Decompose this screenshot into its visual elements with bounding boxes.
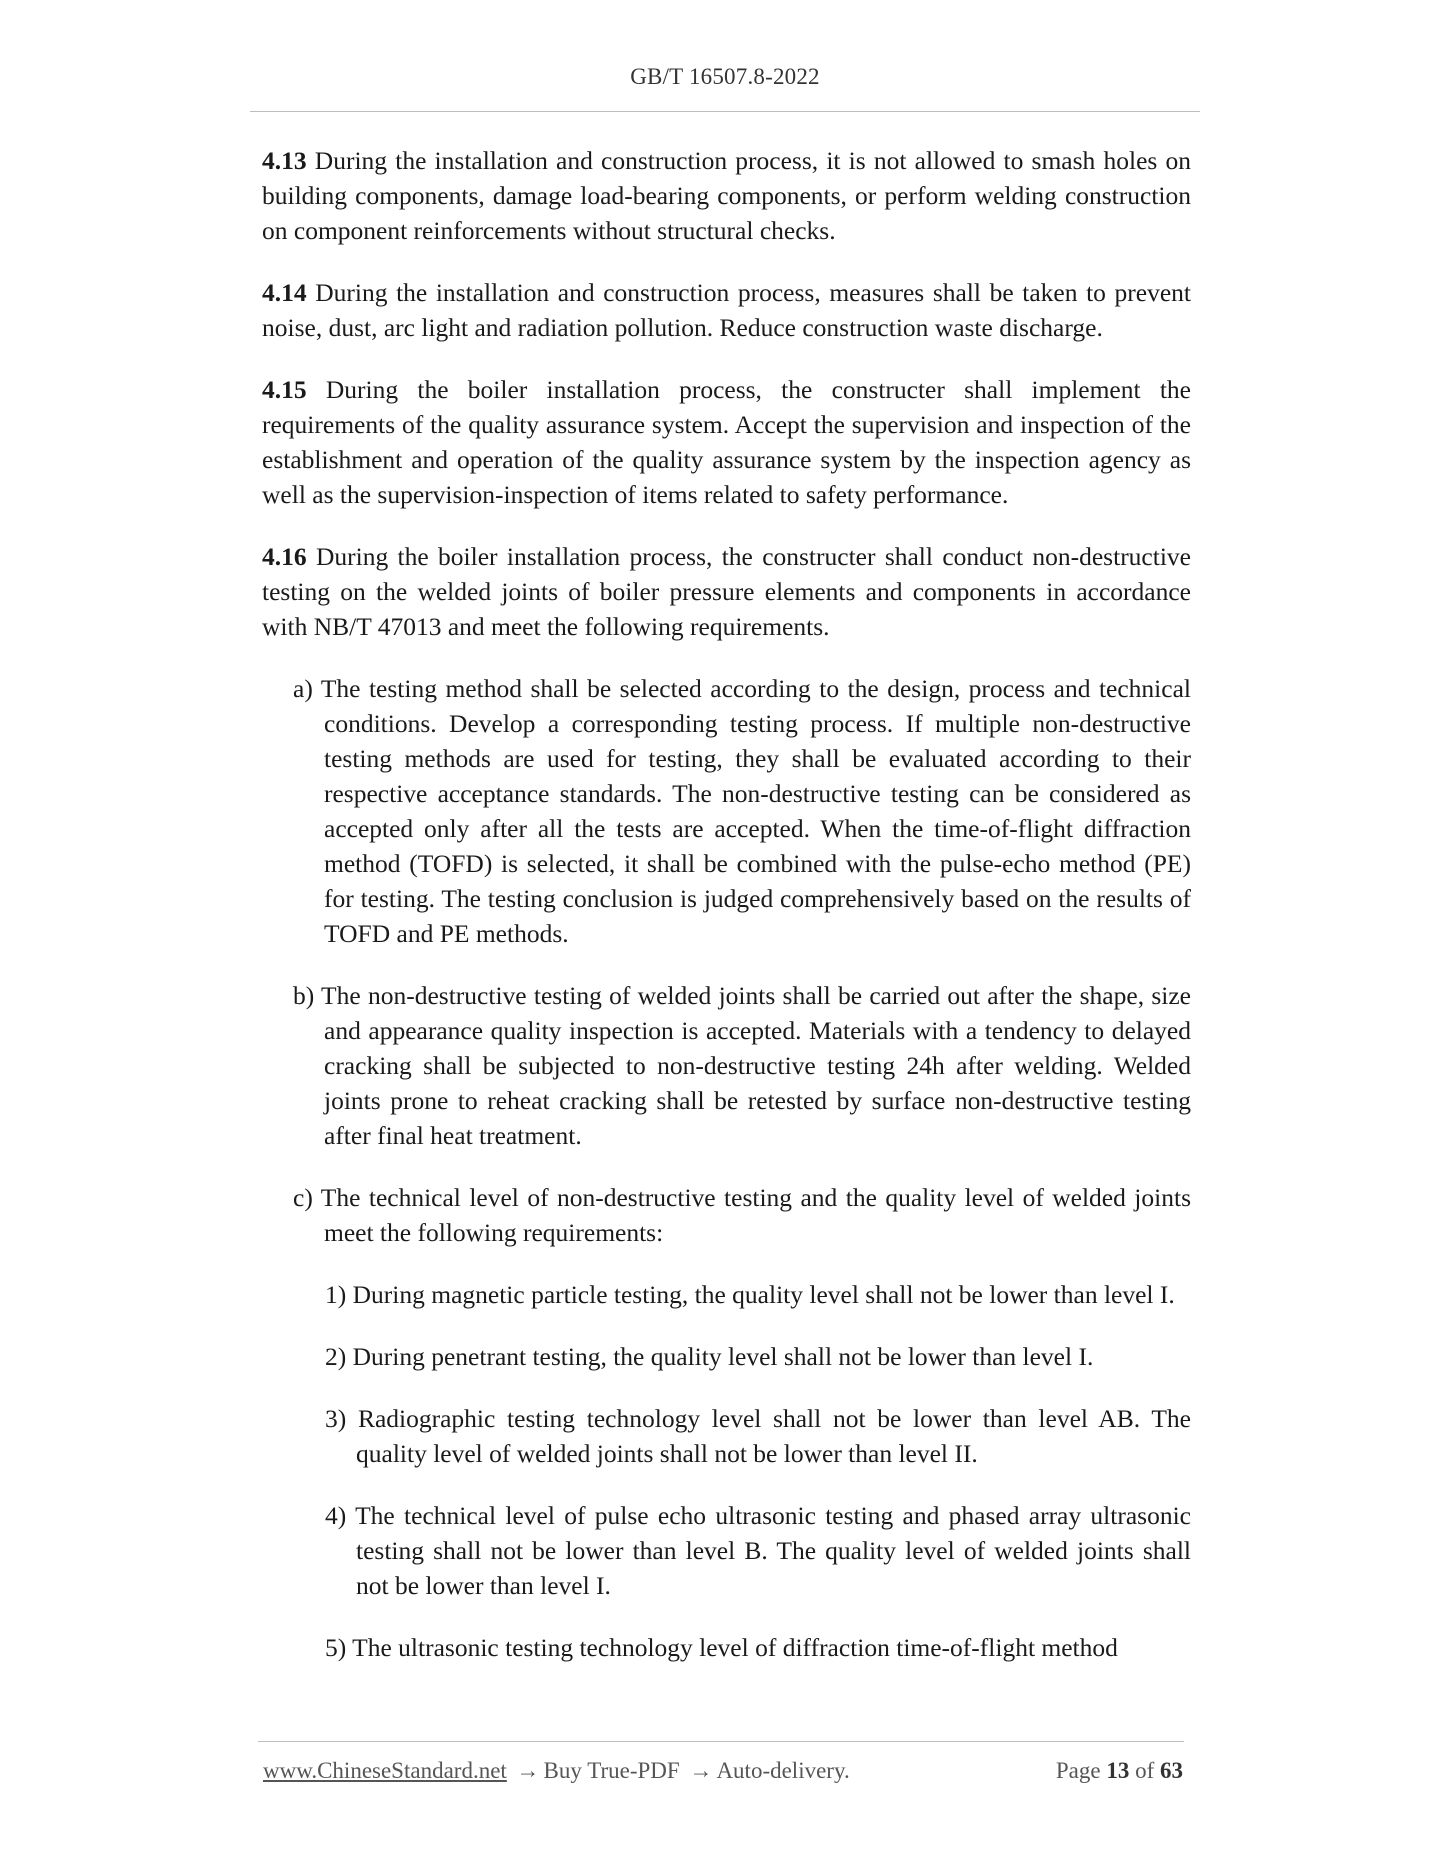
footer-divider xyxy=(258,1741,1184,1742)
page-indicator xyxy=(1056,1758,1183,1784)
clause-number: 4.14 xyxy=(262,278,307,307)
sub-item-4: 4) The technical level of pulse echo ultrasonic testing and phased array ultrasonic testing shall not be lower than level B. The quality level of welded joints shall not be lower than level I. xyxy=(325,1501,1191,1600)
clause-number: 4.16 xyxy=(262,542,307,571)
standard-code: GB/T 16507.8-2022 xyxy=(630,64,820,89)
clause-4-15 xyxy=(262,372,1191,512)
clause-number: 4.13 xyxy=(262,146,307,175)
arrow-right-icon: → xyxy=(516,1758,540,1783)
page-footer xyxy=(263,1758,1183,1784)
clause-text: During the boiler installation process, the constructer shall implement the requirements of the quality assurance system. Accept the supervision and inspection of the establishment and operation of the quality assurance system by the inspection agency as well as the supervision-inspection of items related to safety performance. xyxy=(262,375,1191,509)
list-item-b: b) The non-destructive testing of welded joints shall be carried out after the shape, size and appearance quality inspection is accepted. Materials with a tendency to delayed cracking shall be subjected to non-destructive testing 24h after welding. Welded joints prone to reheat cracking shall be retested by surface non-destructive testing after final heat treatment. xyxy=(293,981,1191,1150)
clause-number: 4.15 xyxy=(262,375,307,404)
clause-text: During the boiler installation process, the constructer shall conduct non-destructive testing on the welded joints of boiler pressure elements and components in accordance with NB/T 47013 and meet the following requirements. xyxy=(262,542,1191,641)
clause-4-14 xyxy=(262,275,1191,345)
header-divider xyxy=(250,111,1200,112)
clause-text: During the installation and construction process, measures shall be taken to prevent noise, dust, arc light and radiation pollution. Reduce construction waste discharge. xyxy=(262,278,1191,342)
page-of: of xyxy=(1135,1758,1155,1783)
clause-4-16 xyxy=(262,539,1191,644)
arrow-right-icon: → xyxy=(689,1758,713,1783)
sub-item-5: 5) The ultrasonic testing technology level of diffraction time-of-flight method xyxy=(325,1633,1118,1662)
document-body xyxy=(262,143,1191,1692)
sub-item-1: 1) During magnetic particle testing, the quality level shall not be lower than level I. xyxy=(325,1280,1175,1309)
page-label: Page xyxy=(1055,1758,1101,1783)
clause-4-13 xyxy=(262,143,1191,248)
list-item-a: a) The testing method shall be selected according to the design, process and technical conditions. Develop a corresponding testing process. If multiple non-destructive testing methods are used for testing, they shall be evaluated according to their respective acceptance standards. The non-destructive testing can be considered as accepted only after all the tests are accepted. When the time-of-flight diffraction method (TOFD) is selected, it shall be combined with the pulse-echo method (PE) for testing. The testing conclusion is judged comprehensively based on the results of TOFD and PE methods. xyxy=(293,674,1191,948)
site-link[interactable]: www.ChineseStandard.net xyxy=(263,1758,507,1783)
clause-text: During the installation and construction process, it is not allowed to smash holes on building components, damage load-bearing components, or perform welding construction on component reinforcements without structural checks. xyxy=(262,146,1191,245)
list-item-c: c) The technical level of non-destructive testing and the quality level of welded joints meet the following requirements: xyxy=(293,1183,1191,1247)
auto-delivery-text: Auto-delivery. xyxy=(716,1758,850,1783)
sub-item-3: 3) Radiographic testing technology level shall not be lower than level AB. The quality level of welded joints shall not be lower than level II. xyxy=(325,1404,1191,1468)
sub-item-2: 2) During penetrant testing, the quality level shall not be lower than level I. xyxy=(325,1342,1094,1371)
page-header xyxy=(250,64,1200,90)
page-total: 63 xyxy=(1160,1758,1183,1783)
buy-pdf-text: Buy True-PDF xyxy=(543,1758,680,1783)
page-current: 13 xyxy=(1106,1758,1130,1783)
